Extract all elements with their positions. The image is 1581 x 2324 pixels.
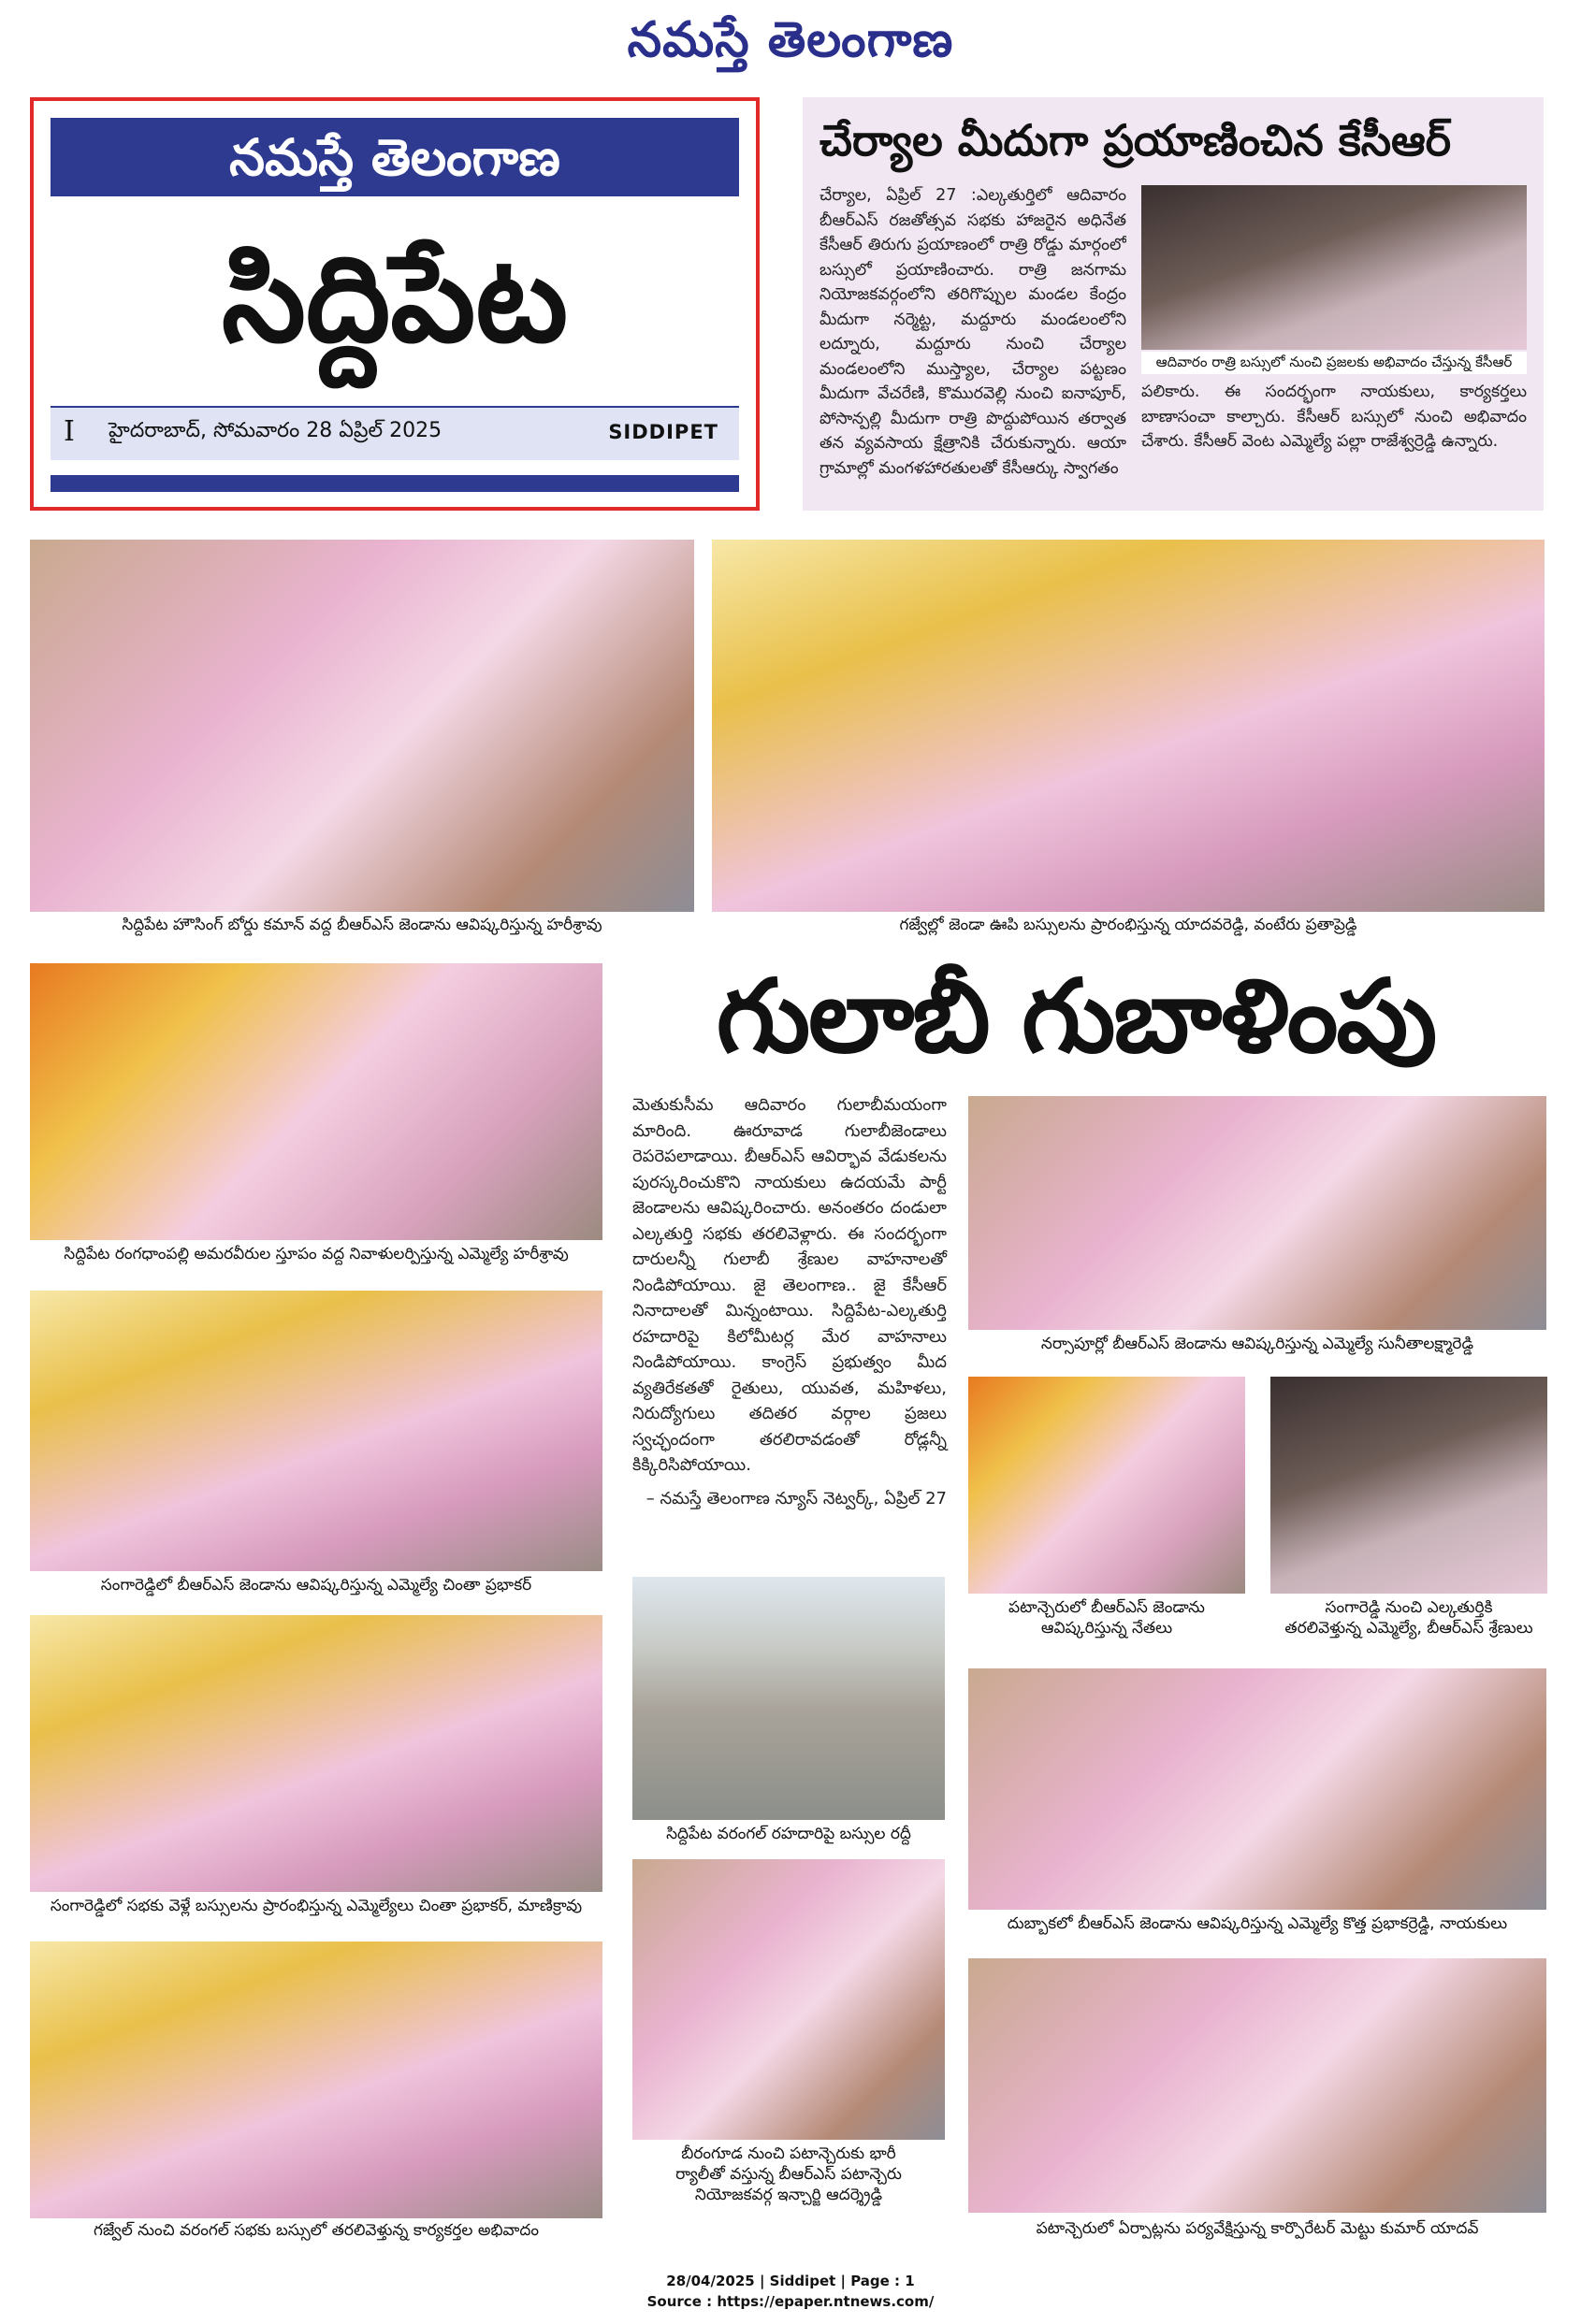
- caption-narsapur-flag: నర్సాపూర్లో బీఆర్ఎస్ జెండాను ఆవిష్కరిస్తున్న ఎమ్మెల్యే సునీతాలక్ష్మారెడ్డి: [968, 1334, 1546, 1356]
- photo-dubbaka-flag: [968, 1668, 1546, 1910]
- page-footer: [0, 2271, 1581, 2323]
- photo-sangareddy-buses: [30, 1615, 602, 1892]
- photo-sangareddy-bus-ride: [1270, 1377, 1547, 1594]
- photo-narsapur-flag: [968, 1096, 1546, 1330]
- caption-beeramguda-line3: నియోజకవర్గ ఇన్చార్జి ఆదర్శ్రెడ్డి: [694, 2186, 883, 2204]
- caption-sangareddy-ride-line1: సంగారెడ్డి నుంచి ఎల్కతుర్తికి: [1325, 1598, 1493, 1617]
- photo-sangareddy-flag: [30, 1291, 602, 1571]
- feature-body-text: మెతుకుసీమ ఆదివారం గులాబీమయంగా మారింది. ఊరూవాడ గులాబీజెండాలు రెపరెపలాడాయి. బీఆర్ఎస్ ఆవిర్భావ వేడుకలను పురస్కరించుకొని నాయకులు ఉదయమే పార్టీ జెండాలను ఆవిష్కరించారు. అనంతరం దండులా ఎల్కతుర్తి సభకు తరలివెళ్లారు. ఈ సందర్భంగా దారులన్నీ గులాబీ శ్రేణుల వాహనాలతో నిండిపోయాయి. జై తెలంగాణ.. జై కేసీఆర్ నినాదాలతో మిన్నంటాయి. సిద్దిపేట-ఎల్కతుర్తి రహదారిపై కిలోమీటర్ల మేర వాహనాలు నిండిపోయాయి. కాంగ్రెస్ ప్రభుత్వం మీద వ్యతిరేకతతో రైతులు, యువత, మహిళలు, నిరుద్యోగులు తదితర వర్గాల ప్రజలు స్వచ్ఛందంగా తరలిరావడంతో రోడ్లన్నీ కిక్కిరిసిపోయాయి.: [632, 1095, 947, 1475]
- photo-patancheru-arrangements: [968, 1958, 1546, 2213]
- caption-beeramguda-rally: [632, 2144, 945, 2211]
- caption-gajwel-buses: గజ్వేల్లో జెండా ఊపి బస్సులను ప్రారంభిస్తున్న యాదవరెడ్డి, వంటేరు ప్రతాప్రెడ్డి: [712, 915, 1545, 937]
- caption-highway-traffic: సిద్దిపేట వరంగల్ రహదారిపై బస్సుల రద్దీ: [632, 1824, 945, 1846]
- photo-gajwel-bus-greeting: [30, 1941, 602, 2218]
- feature-body: [632, 1092, 947, 1588]
- photo-martyrs-memorial: [30, 963, 602, 1240]
- caption-sangareddy-ride-line2: తరలివెళ్తున్న ఎమ్మెల్యే, బీఆర్ఎస్ శ్రేణులు: [1284, 1619, 1533, 1638]
- nameplate-brand: నమస్తే తెలంగాణ: [51, 118, 739, 196]
- lead-text-left: చేర్యాల, ఏప్రిల్ 27 :ఎల్కతుర్తిలో ఆదివారం బీఆర్ఎస్ రజతోత్సవ సభకు హాజరైన అధినేత కేసీఆర్ తిరుగు ప్రయాణంలో రాత్రి రోడ్డు మార్గంలో బస్సులో ప్రయాణించారు. రాత్రి జనగామ నియోజకవర్గంలోని తరిగొప్పుల మండల కేంద్రం మీదుగా నర్మెట్ట, మద్దూరు మండలంలోని లద్నూరు, మద్దూరు నుంచి చేర్యాల మండలంలోని ముస్త్యాల, చేర్యాల పట్టణం మీదుగా వేచరేణి, కొమురవెల్లి నుంచి ఐనాపూర్, పోసాన్పల్లి మీదుగా రాత్రి పొద్దుపోయిన తర్వాత తన వ్యవసాయ క్షేత్రానికి చేరుకున్నారు. ఆయా గ్రామాల్లో మంగళహారతులతో కేసీఆర్కు స్వాగతం: [820, 186, 1126, 478]
- caption-housing-board: సిద్దిపేట హౌసింగ్ బోర్డు కమాన్ వద్ద బీఆర్ఎస్ జెండాను ఆవిష్కరిస్తున్న హరీశ్రావు: [30, 915, 694, 937]
- lead-story: [803, 97, 1544, 511]
- issue-mark: I: [64, 415, 75, 448]
- footer-source: Source : https://epaper.ntnews.com/: [646, 2293, 935, 2310]
- caption-sangareddy-flag: సంగారెడ్డిలో బీఆర్ఎస్ జెండాను ఆవిష్కరిస్తున్న ఎమ్మెల్యే చింతా ప్రభాకర్: [30, 1575, 602, 1597]
- lead-text-right: పలికారు. ఈ సందర్భంగా నాయకులు, కార్యకర్తలు బాణాసంచా కాల్చారు. కేసీఆర్ బస్సులో నుంచి అభివాదం చేశారు. కేసీఆర్ వెంట ఎమ్మెల్యే పల్లా రాజేశ్వర్రెడ్డి ఉన్నారు.: [1141, 383, 1527, 451]
- feature-headline: గులాబీ గుబాళింపు: [716, 959, 1436, 1075]
- nameplate-rule: [51, 475, 739, 492]
- photo-housing-board-flag: [30, 540, 694, 912]
- footer-page-info: 28/04/2025 | Siddipet | Page : 1: [666, 2273, 915, 2289]
- nameplate-dateline-bar: [51, 406, 739, 460]
- caption-sangareddy-bus-ride: [1259, 1597, 1559, 1642]
- caption-beeramguda-line2: ర్యాలీతో వస్తున్న బీఆర్ఎస్ పటాన్చెరు: [675, 2165, 902, 2184]
- photo-beeramguda-rally: [632, 1859, 945, 2140]
- edition-date: హైదరాబాద్, సోమవారం 28 ఏప్రిల్ 2025: [109, 419, 442, 442]
- photo-patancheru-flag: [968, 1377, 1245, 1594]
- caption-sangareddy-buses: సంగారెడ్డిలో సభకు వెళ్లే బస్సులను ప్రారంభిస్తున్న ఎమ్మెల్యేలు చింతా ప్రభాకర్, మాణిక్రావు: [30, 1896, 602, 1918]
- lead-headline: చేర్యాల మీదుగా ప్రయాణించిన కేసీఆర్: [820, 115, 1451, 166]
- caption-patancheru-flag: [968, 1597, 1245, 1642]
- lead-photo: [1141, 185, 1527, 350]
- lead-photo-caption: ఆదివారం రాత్రి బస్సులో నుంచి ప్రజలకు అభివాదం చేస్తున్న కేసీఆర్: [1141, 352, 1527, 374]
- edition-name: SIDDIPET: [608, 421, 718, 443]
- caption-gajwel-bus-greeting: గజ్వేల్ నుంచి వరంగల్ సభకు బస్సులో తరలివెళ్తున్న కార్యకర్తల అభివాదం: [30, 2220, 602, 2243]
- caption-beeramguda-line1: బీరంగూడ నుంచి పటాన్చెరుకు భారీ: [681, 2144, 896, 2163]
- caption-martyrs-memorial: సిద్దిపేట రంగధాంపల్లి అమరవీరుల స్తూపం వద్ద నివాళులర్పిస్తున్న ఎమ్మెల్యే హరీశ్రావు: [30, 1244, 602, 1266]
- feature-byline: – నమస్తే తెలంగాణ న్యూస్ నెట్వర్క్, ఏప్రిల్ 27: [645, 1488, 947, 1508]
- photo-gajwel-buses: [712, 540, 1545, 912]
- nameplate-city: సిద్దిపేట: [221, 230, 569, 369]
- caption-patancheru-line2: ఆవిష్కరిస్తున్న నేతలు: [1040, 1619, 1173, 1638]
- photo-highway-traffic: [632, 1577, 945, 1820]
- masthead-title: నమస్తే తెలంగాణ: [627, 11, 954, 68]
- caption-patancheru-arrangements: పటాన్చెరులో ఏర్పాట్లను పర్యవేక్షిస్తున్న కార్పొరేటర్ మెట్టు కుమార్ యాదవ్: [968, 2218, 1546, 2241]
- caption-dubbaka-flag: దుబ్బాకలో బీఆర్ఎస్ జెండాను ఆవిష్కరిస్తున్న ఎమ్మెల్యే కొత్త ప్రభాకర్రెడ్డి, నాయకులు: [968, 1913, 1546, 1936]
- caption-patancheru-line1: పటాన్చెరులో బీఆర్ఎస్ జెండాను: [1008, 1598, 1205, 1617]
- nameplate: [30, 97, 760, 511]
